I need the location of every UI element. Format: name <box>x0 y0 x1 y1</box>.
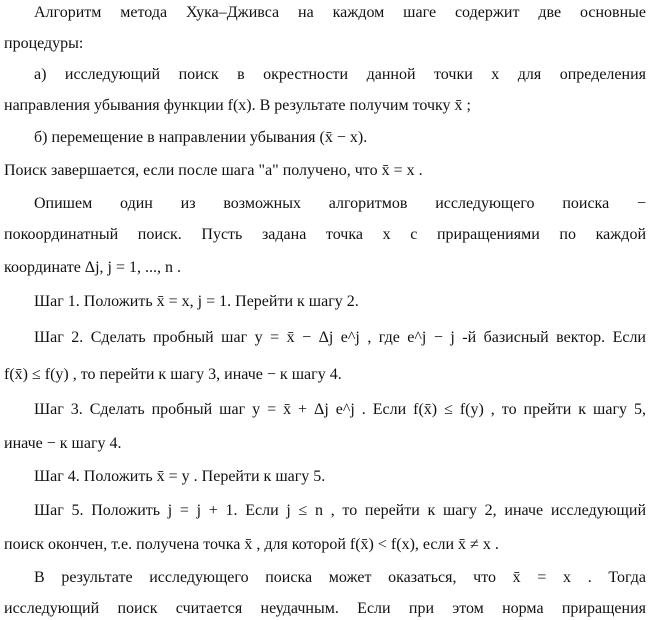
text-line-4: направления убывания функции f(x). В результате получим точку x̄ ; <box>4 97 471 114</box>
text-line-16: Шаг 5. Положить j = j + 1. Если j ≤ n , то перейти к шагу 2, иначе исследующий <box>34 502 646 519</box>
text-line-18: В результате исследующего поиска может оказаться, что x̄ = x . Тогда <box>34 569 646 586</box>
text-line-14: иначе − к шагу 4. <box>4 435 122 452</box>
text-line-7: Опишем один из возможных алгоритмов исследующего поиска − <box>34 195 646 212</box>
text-line-12: f(x̄) ≤ f(y) , то перейти к шагу 3, иначе − к шагу 4. <box>4 366 342 383</box>
text-line-11: Шаг 2. Сделать пробный шаг y = x̄ − Δj e^j , где e^j − j -й базисный вектор. Если <box>34 329 646 346</box>
text-line-2: процедуры: <box>4 35 84 52</box>
text-line-19: исследующий поиск считается неудачным. Если при этом норма приращения <box>4 600 646 617</box>
text-line-9: координате Δj, j = 1, ..., n . <box>4 259 181 276</box>
text-line-6: Поиск завершается, если после шага "а" получено, что x̄ = x . <box>4 162 423 179</box>
text-line-13: Шаг 3. Сделать пробный шаг y = x̄ + Δj e^j . Если f(x̄) ≤ f(y) , то прейти к шагу 5, <box>34 401 646 418</box>
text-line-3: а) исследующий поиск в окрестности данной точки x для определения <box>34 66 646 83</box>
text-line-5: б) перемещение в направлении убывания (x̄ − x). <box>34 129 368 146</box>
text-line-1: Алгоритм метода Хука–Дживса на каждом шаге содержит две основные <box>34 4 646 21</box>
text-line-10: Шаг 1. Положить x̄ = x, j = 1. Перейти к шагу 2. <box>34 293 359 310</box>
text-line-15: Шаг 4. Положить x̄ = y . Перейти к шагу 5. <box>34 468 326 485</box>
text-line-8: покоординатный поиск. Пусть задана точка x с приращениями по каждой <box>4 226 646 243</box>
text-line-17: поиск окончен, т.е. получена точка x̄ , для которой f(x̄) < f(x), если x̄ ≠ x . <box>4 536 499 553</box>
